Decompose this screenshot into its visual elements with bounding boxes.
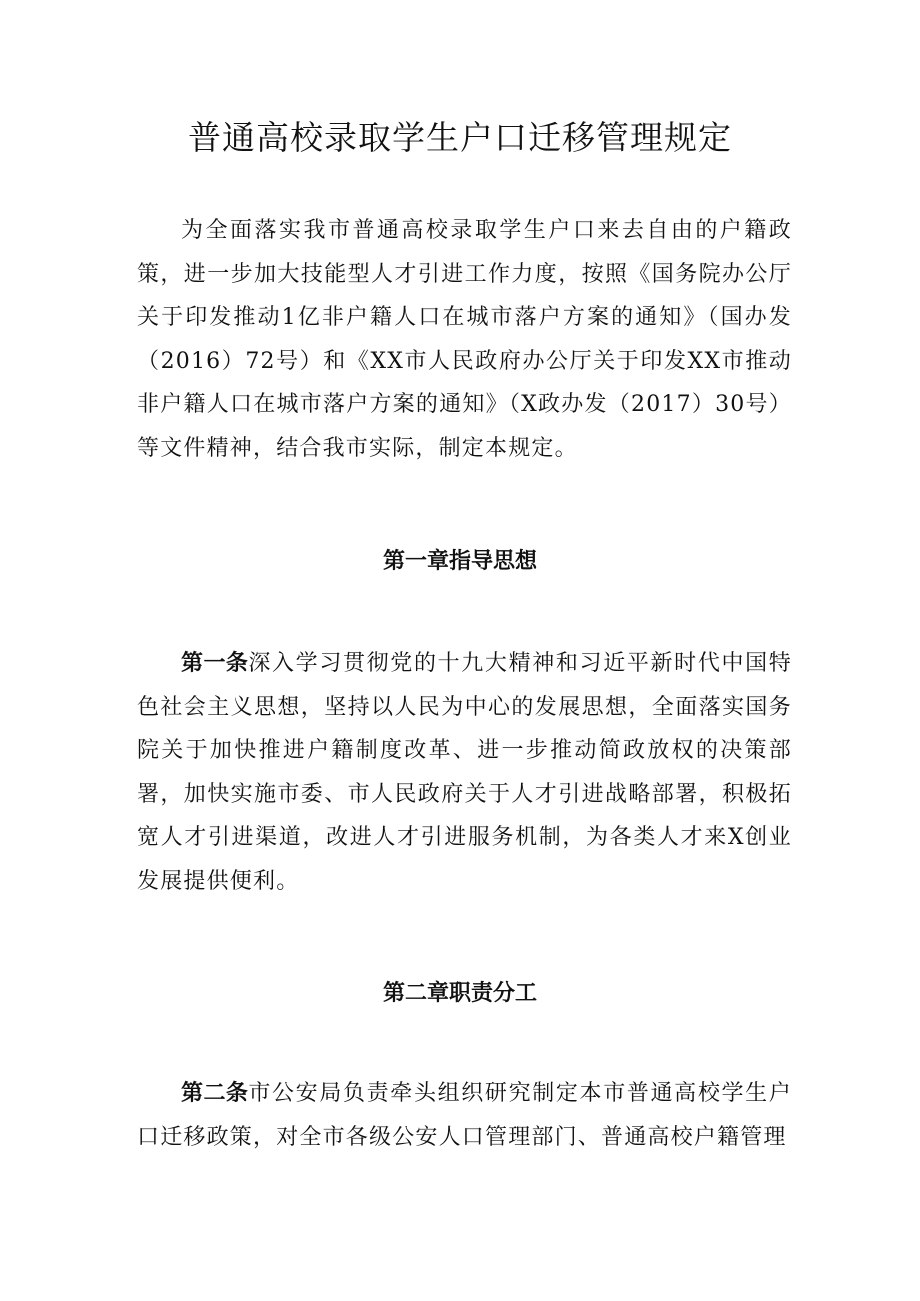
article-1-text: 深入学习贯彻党的十九大精神和习近平新时代中国特色社会主义思想，坚持以人民为中心的发展思想，全面落实国务院关于加快推进户籍制度改革、进一步推动简政放权的决策部署，加快实施市委、市人民政府关于人才引进战略部署，积极拓宽人才引进渠道，改进人才引进服务机制，为各类人才来X创业发展提供便利。	[137, 651, 792, 894]
chapter-2-heading: 第二章职责分工	[382, 981, 537, 1006]
article-2-text: 市公安局负责牵头组织研究制定本市普通高校学生户口迁移政策，对全市各级公安人口管理部门、普通高校户籍管理	[137, 1081, 792, 1150]
article-2-paragraph	[137, 1072, 792, 1159]
article-1-paragraph	[137, 642, 792, 903]
article-1-label: 第一条	[181, 651, 249, 676]
chapter-1-heading: 第一章指导思想	[382, 549, 537, 574]
intro-paragraph: 为全面落实我市普通高校录取学生户口来去自由的户籍政策，进一步加大技能型人才引进工作力度，按照《国务院办公厅关于印发推动1亿非户籍人口在城市落户方案的通知》（国办发（2016）72号）和《XX市人民政府办公厅关于印发XX市推动非户籍人口在城市落户方案的通知》（X政办发（2017）30号）等文件精神，结合我市实际，制定本规定。	[137, 218, 792, 461]
article-2-label: 第二条	[181, 1081, 249, 1106]
document-title: 普通高校录取学生户口迁移管理规定	[188, 118, 732, 157]
